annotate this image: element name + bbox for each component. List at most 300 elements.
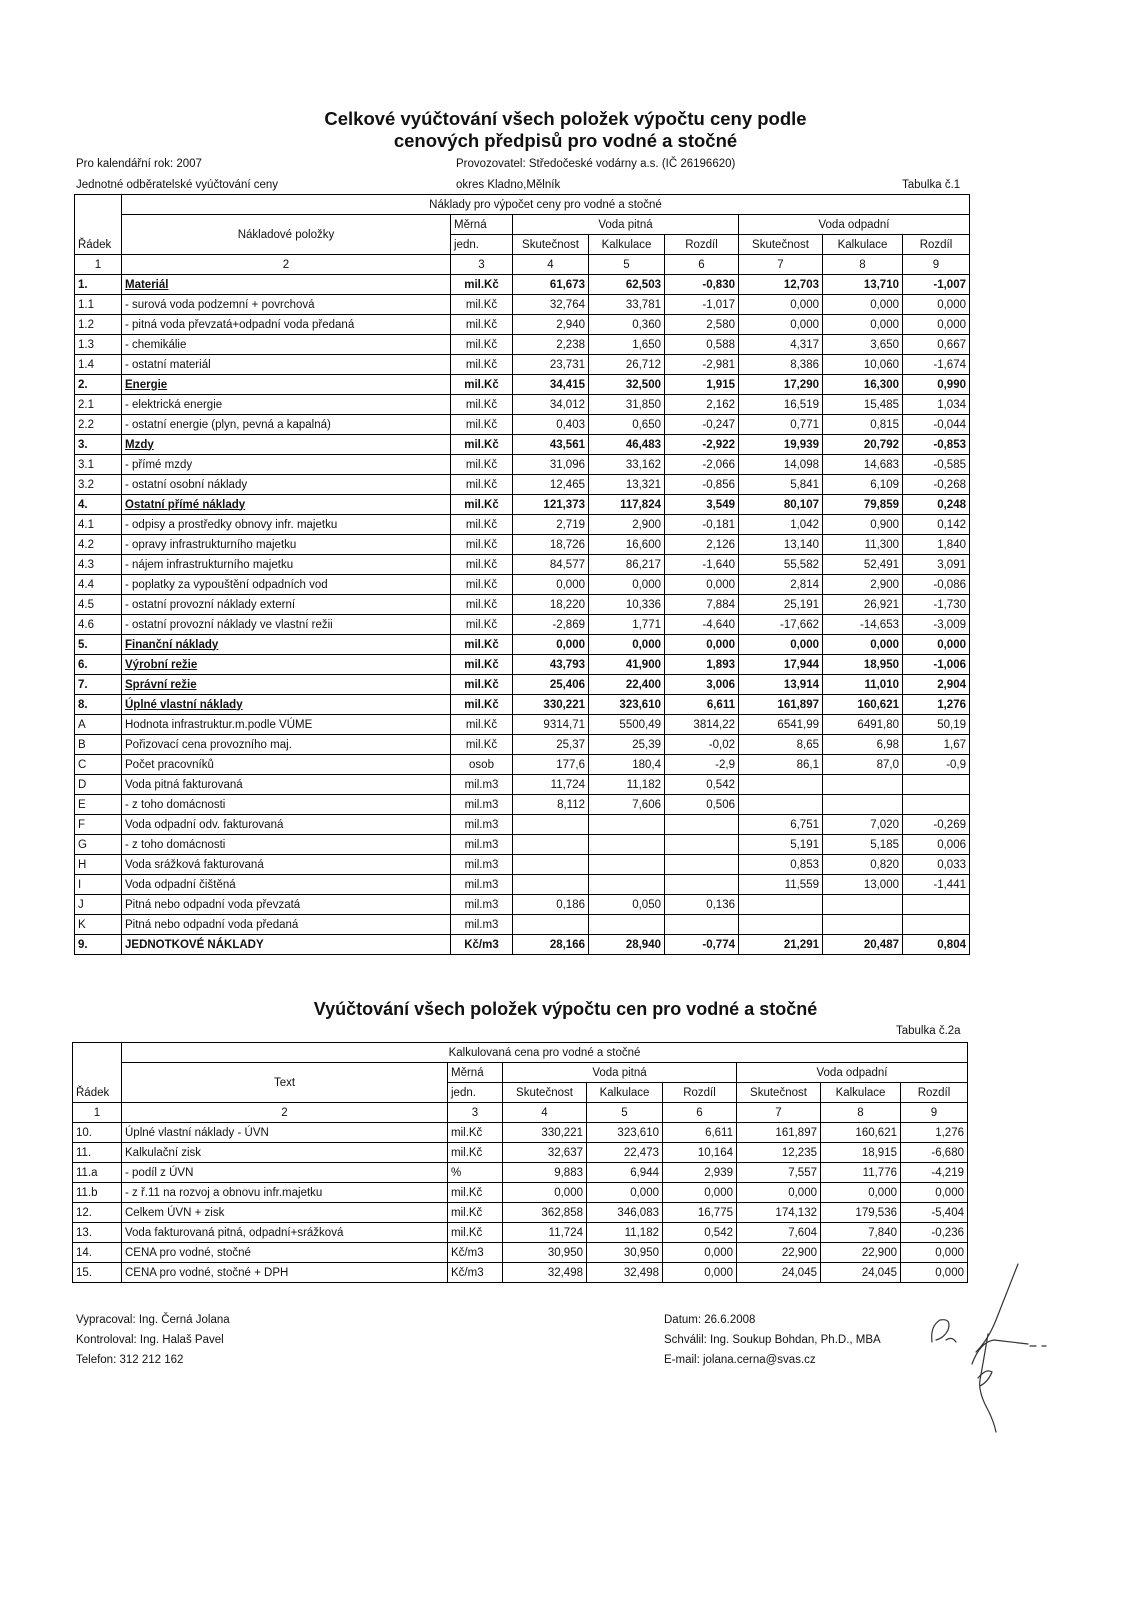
row-code: 2.1 <box>75 395 122 415</box>
value-cell: 16,775 <box>663 1203 737 1223</box>
value-cell: 22,900 <box>821 1243 901 1263</box>
value-cell: 2,939 <box>663 1163 737 1183</box>
date: Datum: 26.6.2008 <box>664 1314 756 1326</box>
row-label: - ostatní provozní náklady ve vlastní režii <box>122 615 451 635</box>
row-label: - ostatní energie (plyn, pevná a kapalná) <box>122 415 451 435</box>
table-row <box>75 295 970 315</box>
cost-items-header: Nákladové položky <box>122 215 451 255</box>
subheader-cell: Rozdíl <box>665 235 739 255</box>
value-cell: 0,000 <box>903 295 970 315</box>
value-cell: 2,814 <box>739 575 823 595</box>
table-row <box>75 495 970 515</box>
value-cell: -2,066 <box>665 455 739 475</box>
value-cell: 346,083 <box>587 1203 663 1223</box>
value-cell <box>739 915 823 935</box>
subheader-cell: Skutečnost <box>739 235 823 255</box>
table-row <box>73 1243 968 1263</box>
value-cell: 6,611 <box>665 695 739 715</box>
value-cell <box>903 775 970 795</box>
column-number: 2 <box>122 255 451 275</box>
value-cell: 0,667 <box>903 335 970 355</box>
value-cell: 0,506 <box>665 795 739 815</box>
row-unit: mil.Kč <box>451 455 513 475</box>
subheader-cell: Skutečnost <box>513 235 589 255</box>
column-number-row <box>73 1103 968 1123</box>
row-code: 2.2 <box>75 415 122 435</box>
table-row <box>73 1183 968 1203</box>
subheader-cell: Rozdíl <box>901 1083 968 1103</box>
row-label: Pořizovací cena provozního maj. <box>122 735 451 755</box>
row-unit: mil.Kč <box>451 375 513 395</box>
value-cell: 5,841 <box>739 475 823 495</box>
value-cell <box>589 875 665 895</box>
value-cell: 0,000 <box>901 1243 968 1263</box>
value-cell: 1,276 <box>903 695 970 715</box>
value-cell: 8,386 <box>739 355 823 375</box>
value-cell: -2,922 <box>665 435 739 455</box>
row-label: Voda fakturovaná pitná, odpadní+srážková <box>122 1223 448 1243</box>
unit-header-top: Měrná <box>451 215 513 235</box>
value-cell: 330,221 <box>513 695 589 715</box>
value-cell: -0,9 <box>903 755 970 775</box>
value-cell: 80,107 <box>739 495 823 515</box>
row-code: G <box>75 835 122 855</box>
row-code: 11.a <box>73 1163 122 1183</box>
value-cell: 0,186 <box>513 895 589 915</box>
row-code: 1.1 <box>75 295 122 315</box>
row-code: 14. <box>73 1243 122 1263</box>
value-cell: 6491,80 <box>823 715 903 735</box>
value-cell: -3,009 <box>903 615 970 635</box>
value-cell: 22,400 <box>589 675 665 695</box>
value-cell: 13,914 <box>739 675 823 695</box>
value-cell: 43,793 <box>513 655 589 675</box>
value-cell: 0,000 <box>663 1263 737 1283</box>
row-unit: mil.Kč <box>451 655 513 675</box>
row-code: C <box>75 755 122 775</box>
value-cell: 32,498 <box>587 1263 663 1283</box>
value-cell: 0,142 <box>903 515 970 535</box>
row-unit: mil.Kč <box>451 475 513 495</box>
column-number: 1 <box>75 255 122 275</box>
row-label: Kalkulační zisk <box>122 1143 448 1163</box>
value-cell: 7,606 <box>589 795 665 815</box>
drinking-water-header: Voda pitná <box>503 1063 737 1083</box>
handwritten-signature <box>918 1260 1048 1440</box>
value-cell: -1,674 <box>903 355 970 375</box>
row-unit: mil.Kč <box>448 1143 503 1163</box>
value-cell: 13,321 <box>589 475 665 495</box>
value-cell: 3,091 <box>903 555 970 575</box>
value-cell: 41,900 <box>589 655 665 675</box>
row-label: - surová voda podzemní + povrchová <box>122 295 451 315</box>
value-cell <box>589 835 665 855</box>
value-cell: 8,112 <box>513 795 589 815</box>
value-cell: 24,045 <box>821 1263 901 1283</box>
value-cell: -2,9 <box>665 755 739 775</box>
value-cell <box>513 815 589 835</box>
value-cell: -0,044 <box>903 415 970 435</box>
value-cell: 22,473 <box>587 1143 663 1163</box>
table-row <box>75 635 970 655</box>
row-code: 6. <box>75 655 122 675</box>
column-number: 8 <box>823 255 903 275</box>
row-label: - podíl z ÚVN <box>122 1163 448 1183</box>
column-number: 7 <box>737 1103 821 1123</box>
row-code: 4.5 <box>75 595 122 615</box>
table-row <box>75 915 970 935</box>
row-label: Pitná nebo odpadní voda předaná <box>122 915 451 935</box>
value-cell: 180,4 <box>589 755 665 775</box>
value-cell: 0,000 <box>903 315 970 335</box>
row-label: JEDNOTKOVÉ NÁKLADY <box>122 935 451 955</box>
row-code: 3.1 <box>75 455 122 475</box>
row-label: Výrobní režie <box>122 655 451 675</box>
table-row <box>75 615 970 635</box>
row-unit: mil.m3 <box>451 835 513 855</box>
phone: Telefon: 312 212 162 <box>76 1354 184 1366</box>
row-code: 9. <box>75 935 122 955</box>
row-code: K <box>75 915 122 935</box>
row-label: Mzdy <box>122 435 451 455</box>
accounting-label: Jednotné odběratelské vyúčtování ceny <box>76 179 279 191</box>
value-cell: 12,235 <box>737 1143 821 1163</box>
value-cell: -0,830 <box>665 275 739 295</box>
value-cell <box>823 795 903 815</box>
value-cell: 33,162 <box>589 455 665 475</box>
table-row <box>73 1223 968 1243</box>
value-cell: 7,020 <box>823 815 903 835</box>
value-cell: 6541,99 <box>739 715 823 735</box>
row-code: J <box>75 895 122 915</box>
row-code: 12. <box>73 1203 122 1223</box>
value-cell: 1,034 <box>903 395 970 415</box>
value-cell: -0,585 <box>903 455 970 475</box>
value-cell: 3814,22 <box>665 715 739 735</box>
value-cell: 0,000 <box>663 1243 737 1263</box>
column-number: 3 <box>451 255 513 275</box>
value-cell: 0,650 <box>589 415 665 435</box>
row-code: 4.2 <box>75 535 122 555</box>
subheader-cell: Skutečnost <box>503 1083 587 1103</box>
table-row <box>75 475 970 495</box>
value-cell: 0,000 <box>739 635 823 655</box>
row-unit: mil.Kč <box>451 495 513 515</box>
value-cell: 17,944 <box>739 655 823 675</box>
row-code: 2. <box>75 375 122 395</box>
row-label: - elektrická energie <box>122 395 451 415</box>
table-row <box>75 815 970 835</box>
value-cell: 43,561 <box>513 435 589 455</box>
value-cell: -0,853 <box>903 435 970 455</box>
value-cell: 32,498 <box>503 1263 587 1283</box>
value-cell: -0,268 <box>903 475 970 495</box>
row-label: - přímé mzdy <box>122 455 451 475</box>
footer-right <box>664 1310 881 1370</box>
row-code: 4.3 <box>75 555 122 575</box>
value-cell: -5,404 <box>901 1203 968 1223</box>
value-cell: 0,000 <box>903 635 970 655</box>
value-cell: 10,336 <box>589 595 665 615</box>
value-cell: 2,580 <box>665 315 739 335</box>
row-label: - pitná voda převzatá+odpadní voda předaná <box>122 315 451 335</box>
table2-label: Tabulka č.2a <box>896 1025 961 1037</box>
row-unit: mil.Kč <box>451 435 513 455</box>
row-unit: mil.Kč <box>451 295 513 315</box>
year-label: Pro kalendářní rok: 2007 <box>76 158 202 170</box>
value-cell: 13,140 <box>739 535 823 555</box>
value-cell: 0,006 <box>903 835 970 855</box>
value-cell: 179,536 <box>821 1203 901 1223</box>
value-cell: 24,045 <box>737 1263 821 1283</box>
table-row <box>75 415 970 435</box>
value-cell: 31,096 <box>513 455 589 475</box>
row-label: Úplné vlastní náklady - ÚVN <box>122 1123 448 1143</box>
value-cell: 117,824 <box>589 495 665 515</box>
value-cell <box>513 855 589 875</box>
row-label: - ostatní materiál <box>122 355 451 375</box>
prepared-by: Vypracoval: Ing. Černá Jolana <box>76 1314 230 1326</box>
row-label: Pitná nebo odpadní voda převzatá <box>122 895 451 915</box>
value-cell: 25,406 <box>513 675 589 695</box>
value-cell: 86,1 <box>739 755 823 775</box>
table1-label: Tabulka č.1 <box>902 179 961 191</box>
cost-table <box>74 194 970 955</box>
row-label: CENA pro vodné, stočné <box>122 1243 448 1263</box>
value-cell: 362,858 <box>503 1203 587 1223</box>
value-cell: 0,000 <box>737 1183 821 1203</box>
value-cell: 11,776 <box>821 1163 901 1183</box>
value-cell <box>589 815 665 835</box>
value-cell: 0,000 <box>901 1263 968 1283</box>
row-unit: mil.Kč <box>451 515 513 535</box>
value-cell: 7,840 <box>821 1223 901 1243</box>
value-cell: 22,900 <box>737 1243 821 1263</box>
value-cell <box>823 895 903 915</box>
value-cell: 52,491 <box>823 555 903 575</box>
header-corner: Řádek <box>73 1043 122 1103</box>
row-code: 1.2 <box>75 315 122 335</box>
column-number: 4 <box>503 1103 587 1123</box>
value-cell: 7,604 <box>737 1223 821 1243</box>
value-cell: -1,441 <box>903 875 970 895</box>
table-row <box>75 835 970 855</box>
value-cell: 11,724 <box>513 775 589 795</box>
value-cell: 18,726 <box>513 535 589 555</box>
row-code: 4. <box>75 495 122 515</box>
value-cell: 16,600 <box>589 535 665 555</box>
value-cell: 0,000 <box>821 1183 901 1203</box>
value-cell <box>589 855 665 875</box>
row-unit: mil.m3 <box>451 875 513 895</box>
value-cell: 0,000 <box>823 635 903 655</box>
row-unit: mil.Kč <box>451 715 513 735</box>
value-cell: -4,219 <box>901 1163 968 1183</box>
row-label: - z toho domácnosti <box>122 795 451 815</box>
row-code: 1.3 <box>75 335 122 355</box>
value-cell: 0,050 <box>589 895 665 915</box>
value-cell: 1,67 <box>903 735 970 755</box>
row-unit: mil.Kč <box>451 415 513 435</box>
row-label: Voda srážková fakturovaná <box>122 855 451 875</box>
value-cell: 0,000 <box>513 575 589 595</box>
value-cell: 0,000 <box>823 315 903 335</box>
value-cell <box>513 835 589 855</box>
value-cell: 23,731 <box>513 355 589 375</box>
value-cell: -2,981 <box>665 355 739 375</box>
subheader-cell: Kalkulace <box>587 1083 663 1103</box>
value-cell: 1,771 <box>589 615 665 635</box>
district-label: okres Kladno,Mělník <box>456 179 561 191</box>
row-code: 4.6 <box>75 615 122 635</box>
value-cell: 30,950 <box>503 1243 587 1263</box>
value-cell: 55,582 <box>739 555 823 575</box>
header-row <box>75 215 970 235</box>
value-cell: 5500,49 <box>589 715 665 735</box>
value-cell: 18,915 <box>821 1143 901 1163</box>
value-cell: 323,610 <box>589 695 665 715</box>
value-cell: 2,162 <box>665 395 739 415</box>
value-cell: 1,840 <box>903 535 970 555</box>
value-cell: 21,291 <box>739 935 823 955</box>
column-number: 8 <box>821 1103 901 1123</box>
value-cell: 16,519 <box>739 395 823 415</box>
value-cell: -14,653 <box>823 615 903 635</box>
column-number: 1 <box>73 1103 122 1123</box>
row-code: 15. <box>73 1263 122 1283</box>
table-row <box>73 1163 968 1183</box>
table-row <box>75 395 970 415</box>
column-number: 2 <box>122 1103 448 1123</box>
value-cell: 0,403 <box>513 415 589 435</box>
value-cell: 0,000 <box>503 1183 587 1203</box>
table-row <box>75 735 970 755</box>
value-cell: 32,764 <box>513 295 589 315</box>
price-table <box>72 1042 968 1283</box>
row-unit: mil.Kč <box>451 615 513 635</box>
value-cell: 0,360 <box>589 315 665 335</box>
row-label: - nájem infrastrukturního majetku <box>122 555 451 575</box>
row-code: 5. <box>75 635 122 655</box>
row-label: - ostatní osobní náklady <box>122 475 451 495</box>
value-cell: 0,000 <box>513 635 589 655</box>
row-unit: osob <box>451 755 513 775</box>
row-unit: mil.Kč <box>451 675 513 695</box>
row-unit: mil.Kč <box>448 1183 503 1203</box>
value-cell: 13,000 <box>823 875 903 895</box>
value-cell: 177,6 <box>513 755 589 775</box>
row-unit: mil.Kč <box>451 315 513 335</box>
value-cell: -0,856 <box>665 475 739 495</box>
group-header: Kalkulovaná cena pro vodné a stočné <box>122 1043 968 1063</box>
value-cell <box>903 795 970 815</box>
value-cell: 26,921 <box>823 595 903 615</box>
row-unit: mil.Kč <box>451 555 513 575</box>
waste-water-header: Voda odpadní <box>739 215 970 235</box>
row-code: 1. <box>75 275 122 295</box>
value-cell: 323,610 <box>587 1123 663 1143</box>
value-cell: 161,897 <box>737 1123 821 1143</box>
value-cell <box>665 915 739 935</box>
row-unit: Kč/m3 <box>448 1243 503 1263</box>
value-cell: 5,185 <box>823 835 903 855</box>
table-row <box>75 675 970 695</box>
row-label: Energie <box>122 375 451 395</box>
value-cell: 2,900 <box>589 515 665 535</box>
value-cell: 3,650 <box>823 335 903 355</box>
value-cell: 11,182 <box>587 1223 663 1243</box>
value-cell: 0,136 <box>665 895 739 915</box>
value-cell: 33,781 <box>589 295 665 315</box>
value-cell: 30,950 <box>587 1243 663 1263</box>
value-cell <box>665 875 739 895</box>
value-cell <box>903 915 970 935</box>
value-cell: 2,900 <box>823 575 903 595</box>
value-cell: -0,247 <box>665 415 739 435</box>
row-code: 8. <box>75 695 122 715</box>
value-cell <box>665 855 739 875</box>
value-cell: 1,276 <box>901 1123 968 1143</box>
row-unit: mil.m3 <box>451 795 513 815</box>
value-cell: 0,248 <box>903 495 970 515</box>
header-row <box>73 1043 968 1063</box>
value-cell: 0,900 <box>823 515 903 535</box>
column-number: 4 <box>513 255 589 275</box>
value-cell: 1,042 <box>739 515 823 535</box>
row-label: Voda odpadní čištěná <box>122 875 451 895</box>
table-row <box>75 715 970 735</box>
value-cell: 34,415 <box>513 375 589 395</box>
value-cell: 10,164 <box>663 1143 737 1163</box>
table-row <box>73 1123 968 1143</box>
row-unit: mil.m3 <box>451 895 513 915</box>
value-cell: 12,703 <box>739 275 823 295</box>
value-cell: 32,637 <box>503 1143 587 1163</box>
value-cell <box>903 895 970 915</box>
column-number: 5 <box>589 255 665 275</box>
value-cell: 84,577 <box>513 555 589 575</box>
table-row <box>75 455 970 475</box>
row-unit: mil.Kč <box>451 635 513 655</box>
value-cell: 15,485 <box>823 395 903 415</box>
waste-water-header: Voda odpadní <box>737 1063 968 1083</box>
value-cell: 2,719 <box>513 515 589 535</box>
value-cell: 0,000 <box>663 1183 737 1203</box>
value-cell: 1,650 <box>589 335 665 355</box>
header-row <box>73 1063 968 1083</box>
row-label: - z ř.11 na rozvoj a obnovu infr.majetku <box>122 1183 448 1203</box>
table-row <box>73 1263 968 1283</box>
subheader-cell: Kalkulace <box>589 235 665 255</box>
value-cell: -0,086 <box>903 575 970 595</box>
value-cell: 6,98 <box>823 735 903 755</box>
value-cell <box>513 915 589 935</box>
value-cell: 160,621 <box>823 695 903 715</box>
operator-label: Provozovatel: Středočeské vodárny a.s. (IČ 26196620) <box>456 158 736 170</box>
row-unit: mil.Kč <box>451 355 513 375</box>
table-row <box>75 275 970 295</box>
row-unit: mil.Kč <box>451 335 513 355</box>
value-cell: 11,300 <box>823 535 903 555</box>
value-cell: 28,166 <box>513 935 589 955</box>
unit-header-bottom: jedn. <box>448 1083 503 1103</box>
value-cell: 6,944 <box>587 1163 663 1183</box>
row-code: A <box>75 715 122 735</box>
table-row <box>75 935 970 955</box>
table-row <box>75 435 970 455</box>
value-cell <box>589 915 665 935</box>
value-cell: 11,559 <box>739 875 823 895</box>
